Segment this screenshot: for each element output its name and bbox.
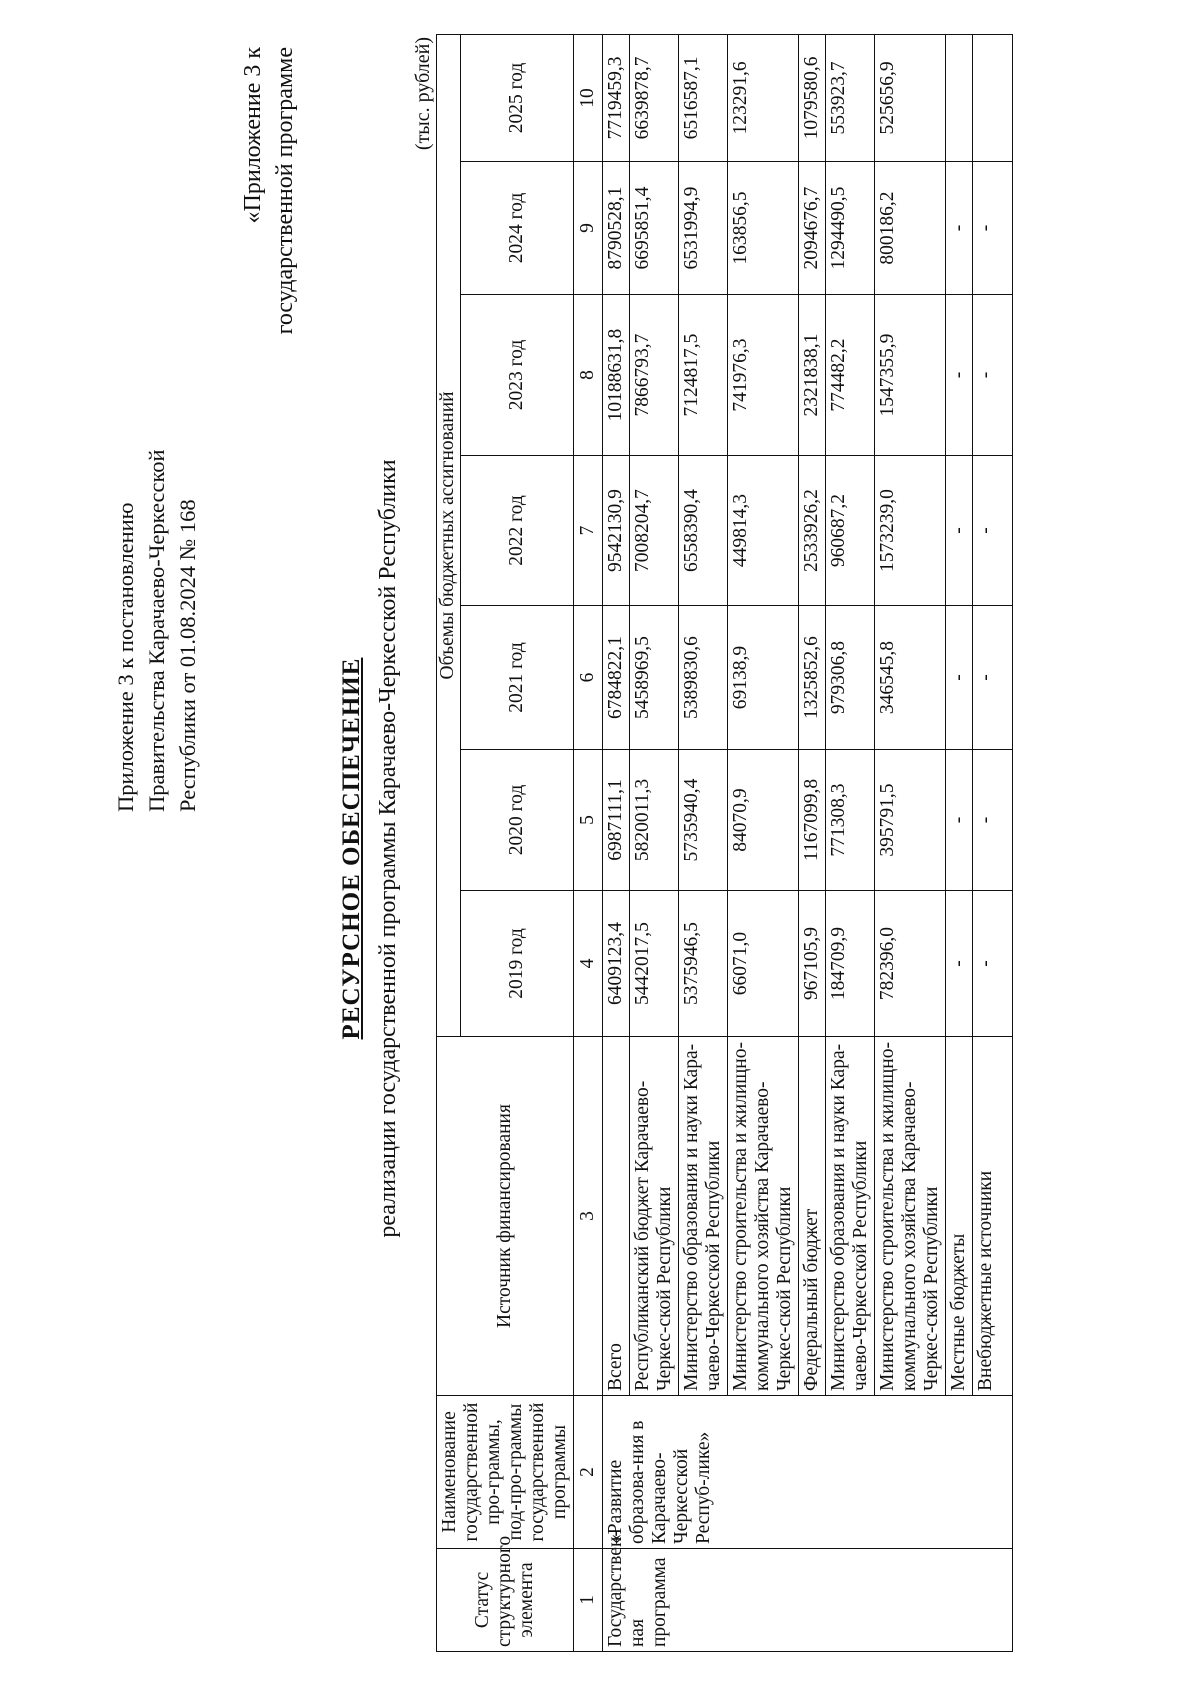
header-year: 2021 год [460, 606, 574, 750]
value-cell: 6409123,4 [603, 891, 630, 1037]
value-cell: 7008204,7 [630, 456, 679, 606]
value-cell: - [946, 295, 973, 456]
appendix-header-line: государственной программе [272, 47, 298, 335]
column-number: 2 [574, 1396, 603, 1549]
value-cell: 66071,0 [728, 891, 799, 1037]
value-cell: 6987111,1 [603, 750, 630, 891]
column-number: 7 [574, 456, 603, 606]
value-cell: 5735940,4 [679, 750, 728, 891]
value-cell: 163856,5 [728, 162, 799, 295]
source-cell: Министерство строительства и жилищно-коммунального хозяйства Карачаево-Черкес-ской Республики [875, 1037, 946, 1396]
value-cell: 449814,3 [728, 456, 799, 606]
value-cell: 774482,2 [826, 295, 875, 456]
value-cell: 346545,8 [875, 606, 946, 750]
source-cell: Внебюджетные источники [973, 1037, 1013, 1396]
value-cell: 5442017,5 [630, 891, 679, 1037]
value-cell: - [946, 750, 973, 891]
decree-header-line: Приложение 3 к постановлению [113, 502, 138, 812]
header-year: 2023 год [460, 295, 574, 456]
value-cell: - [973, 606, 1013, 750]
units-label: (тыс. рублей) [412, 37, 434, 151]
column-number: 4 [574, 891, 603, 1037]
value-cell: 525656,9 [875, 34, 946, 161]
value-cell: 800186,2 [875, 162, 946, 295]
value-cell: 1079580,6 [799, 34, 826, 161]
source-cell: Министерство образования и науки Кара-чаево-Черкесской Республики [826, 1037, 875, 1396]
source-cell: Министерство строительства и жилищно-коммунального хозяйства Карачаево-Черкес-ской Республики [728, 1037, 799, 1396]
value-cell: 10188631,8 [603, 295, 630, 456]
value-cell: - [946, 162, 973, 295]
status-cell: Государствен-ная программа [603, 1549, 1013, 1652]
value-cell: - [946, 606, 973, 750]
value-cell: 1294490,5 [826, 162, 875, 295]
appendix-header [237, 47, 301, 347]
header-year: 2025 год [460, 34, 574, 161]
header-status: Статус структурного элемента [437, 1549, 574, 1652]
value-cell: 1547355,9 [875, 295, 946, 456]
source-cell: Республиканский бюджет Карачаево-Черкес-ской Республики [630, 1037, 679, 1396]
value-cell: 2533926,2 [799, 456, 826, 606]
value-cell [973, 34, 1013, 161]
value-cell: 741976,3 [728, 295, 799, 456]
header-year: 2020 год [460, 750, 574, 891]
value-cell: 553923,7 [826, 34, 875, 161]
header-source: Источник финансирования [437, 1037, 574, 1396]
value-cell: 782396,0 [875, 891, 946, 1037]
value-cell: 1167099,8 [799, 750, 826, 891]
document-title: РЕСУРСНОЕ ОБЕСПЕЧЕНИЕ [338, 657, 365, 1040]
value-cell: 1573239,0 [875, 456, 946, 606]
value-cell: 2321838,1 [799, 295, 826, 456]
value-cell [946, 34, 973, 161]
value-cell: - [973, 295, 1013, 456]
value-cell: 84070,9 [728, 750, 799, 891]
value-cell: 6784822,1 [603, 606, 630, 750]
resource-table [436, 34, 1013, 1652]
value-cell: 5375946,5 [679, 891, 728, 1037]
source-cell: Министерство образования и науки Кара-чаево-Черкесской Республики [679, 1037, 728, 1396]
value-cell: 69138,9 [728, 606, 799, 750]
value-cell: 6531994,9 [679, 162, 728, 295]
table-body [603, 34, 1013, 1651]
table-row [603, 34, 630, 1651]
header-program-name: Наименование государственной про-граммы, под-про-граммы государственной программы [437, 1396, 574, 1549]
header-year: 2024 год [460, 162, 574, 295]
column-number: 8 [574, 295, 603, 456]
column-number: 5 [574, 750, 603, 891]
decree-header-line: Республики от 01.08.2024 № 168 [175, 499, 200, 812]
value-cell: - [973, 891, 1013, 1037]
value-cell: 184709,9 [826, 891, 875, 1037]
value-cell: - [946, 891, 973, 1037]
value-cell: 8790528,1 [603, 162, 630, 295]
column-number: 1 [574, 1549, 603, 1652]
header-year: 2019 год [460, 891, 574, 1037]
document-subtitle: реализации государственной программы Карачаево-Черкесской Республики [375, 459, 401, 1238]
value-cell: 5820011,3 [630, 750, 679, 891]
value-cell: 960687,2 [826, 456, 875, 606]
value-cell: 7719459,3 [603, 34, 630, 161]
value-cell: 6695851,4 [630, 162, 679, 295]
value-cell: 9542130,9 [603, 456, 630, 606]
value-cell: 395791,5 [875, 750, 946, 891]
value-cell: 979306,8 [826, 606, 875, 750]
value-cell: - [946, 456, 973, 606]
value-cell: 771308,3 [826, 750, 875, 891]
value-cell: 5458969,5 [630, 606, 679, 750]
column-number: 9 [574, 162, 603, 295]
header-volumes: Объемы бюджетных ассигнований [437, 34, 461, 1036]
column-number: 10 [574, 34, 603, 161]
appendix-header-line: «Приложение 3 к [240, 47, 266, 224]
value-cell: 7124817,5 [679, 295, 728, 456]
value-cell: 2094676,7 [799, 162, 826, 295]
decree-header-line: Правительства Карачаево-Черкесской [144, 449, 169, 812]
source-cell: Федеральный бюджет [799, 1037, 826, 1396]
source-cell: Местные бюджеты [946, 1037, 973, 1396]
value-cell: 6558390,4 [679, 456, 728, 606]
program-name-cell: «Развитие образова-ния в Карачаево-Черкесской Респуб-лике» [603, 1396, 1013, 1549]
value-cell: 1325852,6 [799, 606, 826, 750]
value-cell: 967105,9 [799, 891, 826, 1037]
value-cell: - [973, 162, 1013, 295]
source-cell: Всего [603, 1037, 630, 1396]
value-cell: 6516587,1 [679, 34, 728, 161]
value-cell: - [973, 750, 1013, 891]
column-number: 6 [574, 606, 603, 750]
column-number: 3 [574, 1037, 603, 1396]
value-cell: 7866793,7 [630, 295, 679, 456]
value-cell: - [973, 456, 1013, 606]
value-cell: 5389830,6 [679, 606, 728, 750]
header-year: 2022 год [460, 456, 574, 606]
value-cell: 6639878,7 [630, 34, 679, 161]
decree-header [110, 449, 203, 812]
value-cell: 123291,6 [728, 34, 799, 161]
